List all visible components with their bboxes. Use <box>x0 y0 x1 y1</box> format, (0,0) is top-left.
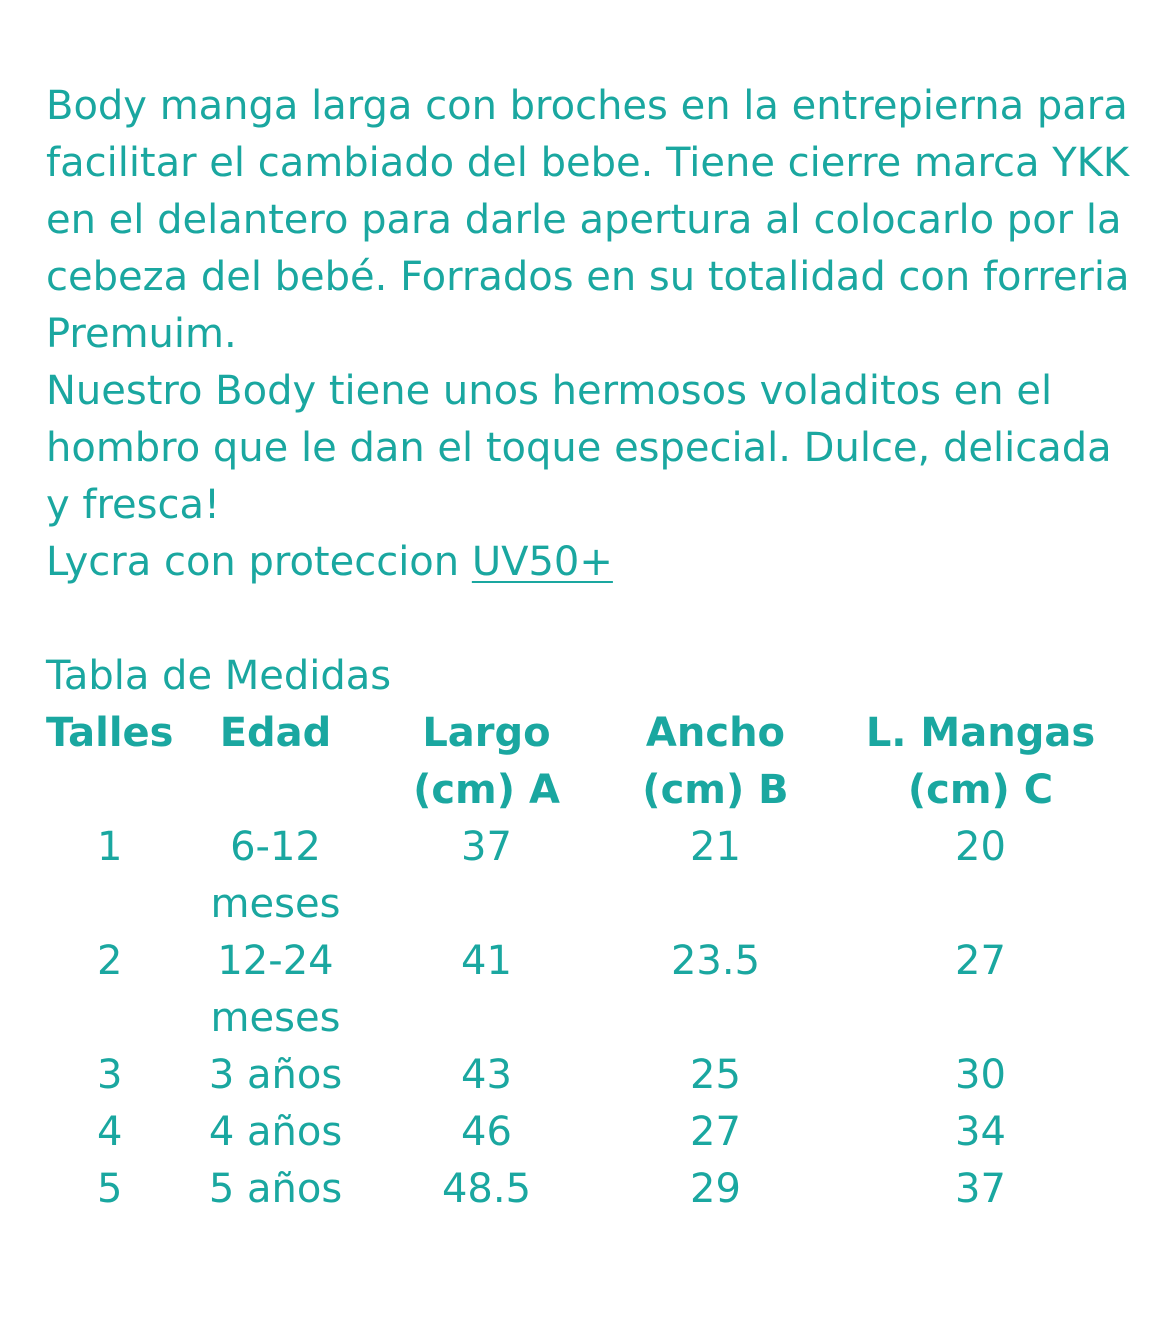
table-row <box>46 1104 1125 1161</box>
cell-mangas: 34 <box>955 1109 1006 1155</box>
cell-largo: 46 <box>461 1109 512 1155</box>
product-description <box>46 78 1136 1218</box>
header-edad: Edad <box>219 710 332 756</box>
table-row <box>46 933 1125 1047</box>
cell-talle: 4 <box>97 1109 123 1155</box>
cell-largo: 43 <box>461 1052 512 1098</box>
cell-largo: 48.5 <box>441 1166 532 1212</box>
uv50-link[interactable]: UV50+ <box>471 539 613 585</box>
cell-edad: 6-12 meses <box>210 824 341 927</box>
cell-mangas: 30 <box>955 1052 1006 1098</box>
description-paragraph: Nuestro Body tiene unos hermosos voladitos en el hombro que le dan el toque especial. Dulce, delicada y fresca! <box>46 368 1112 528</box>
cell-talle: 2 <box>97 938 123 984</box>
cell-mangas: 37 <box>955 1166 1006 1212</box>
cell-talle: 1 <box>97 824 123 870</box>
cell-talle: 5 <box>97 1166 123 1212</box>
header-mangas: L. Mangas (cm) C <box>865 710 1096 813</box>
cell-edad: 5 años <box>208 1166 343 1212</box>
cell-ancho: 29 <box>690 1166 741 1212</box>
size-table-title: Tabla de Medidas <box>46 653 392 699</box>
cell-ancho: 25 <box>690 1052 741 1098</box>
cell-edad: 12-24 meses <box>210 938 341 1041</box>
cell-largo: 37 <box>461 824 512 870</box>
header-largo: Largo (cm) A <box>413 710 560 813</box>
cell-mangas: 27 <box>955 938 1006 984</box>
cell-ancho: 27 <box>690 1109 741 1155</box>
description-paragraph: Body manga larga con broches en la entrepierna para facilitar el cambiado del bebe. Tiene cierre marca YKK en el delantero para darle apertura al colocarlo por la cebeza del bebé. Forrados en su totalidad con forreria Premuim. <box>46 83 1130 357</box>
table-row <box>46 1161 1125 1218</box>
uv-text: Lycra con proteccion <box>46 539 472 585</box>
cell-edad: 3 años <box>208 1052 343 1098</box>
header-talles: Talles <box>46 710 174 756</box>
cell-ancho: 23.5 <box>670 938 761 984</box>
description-paragraph <box>46 534 1136 591</box>
table-header-row <box>46 705 1125 819</box>
spacer <box>46 591 1136 648</box>
cell-edad: 4 años <box>208 1109 343 1155</box>
table-row <box>46 1047 1125 1104</box>
cell-ancho: 21 <box>690 824 741 870</box>
cell-largo: 41 <box>461 938 512 984</box>
size-table <box>46 705 1125 1218</box>
cell-mangas: 20 <box>955 824 1006 870</box>
table-row <box>46 819 1125 933</box>
cell-talle: 3 <box>97 1052 123 1098</box>
header-ancho: Ancho (cm) B <box>642 710 789 813</box>
